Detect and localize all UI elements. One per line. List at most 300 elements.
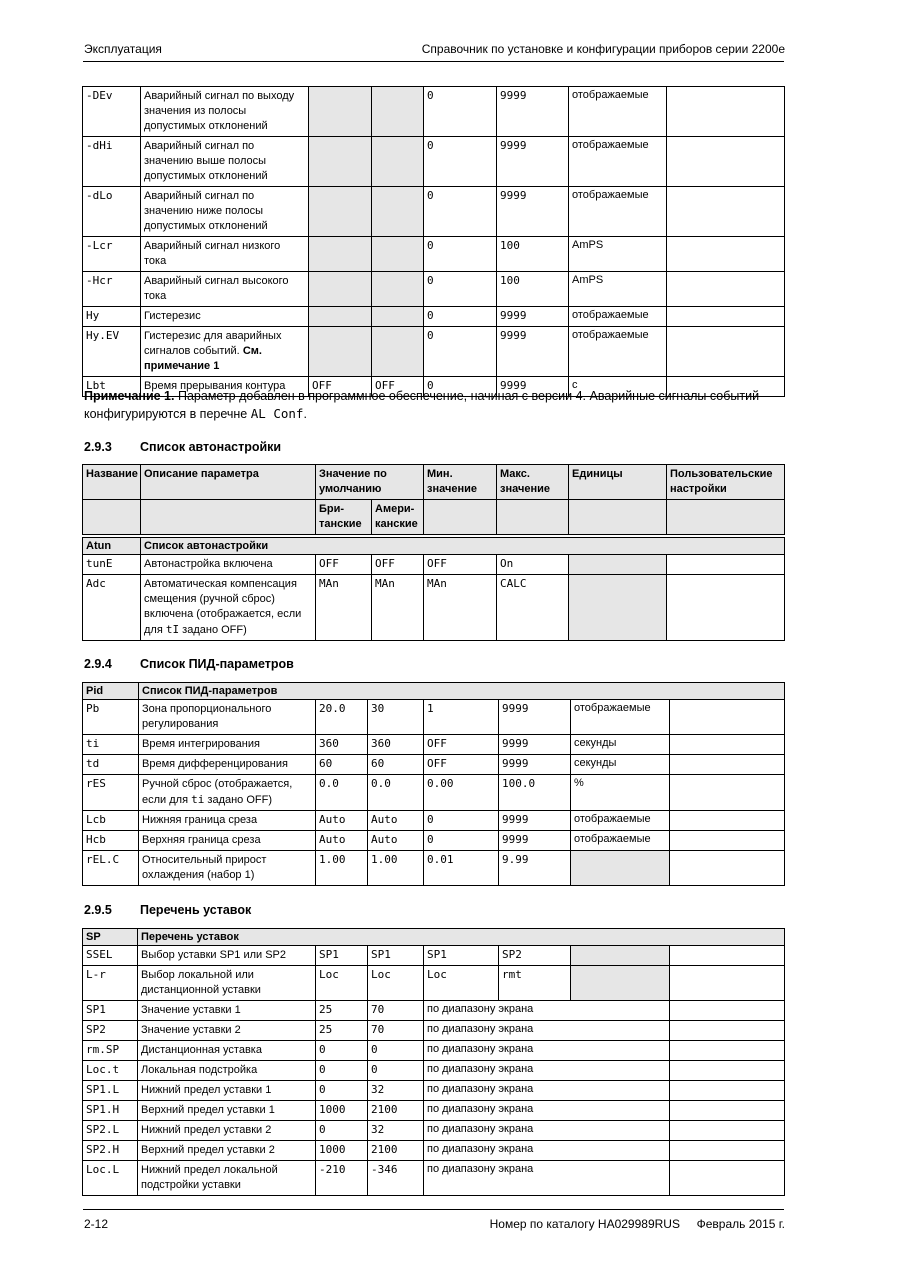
- units-value: %: [571, 775, 670, 811]
- param-mnemonic: SP2.H: [83, 1141, 138, 1161]
- user-setting: [670, 1101, 785, 1121]
- default-us: [372, 137, 424, 187]
- default-us: Auto: [368, 831, 424, 851]
- catalog-info: Номер по каталогу HA029989RUS Февраль 2015 г.: [489, 1217, 785, 1231]
- param-description: [141, 307, 309, 327]
- min-value: 1: [424, 700, 499, 735]
- units-value: AmPS: [569, 237, 667, 272]
- description-param-code: tI: [165, 623, 180, 636]
- min-value: 0: [424, 137, 497, 187]
- max-value: 9999: [497, 377, 569, 397]
- section-2-9-4-heading: [84, 657, 294, 671]
- default-us: 32: [368, 1081, 424, 1101]
- table-row: [83, 327, 785, 377]
- max-value: 9999: [499, 735, 571, 755]
- min-value: 0: [424, 187, 497, 237]
- default-uk: 25: [316, 1001, 368, 1021]
- max-value: SP2: [499, 946, 571, 966]
- description-text: Нижний предел уставки 2: [141, 1124, 272, 1136]
- param-mnemonic: Hy: [83, 307, 141, 327]
- table-row: [83, 775, 785, 811]
- default-us: [372, 237, 424, 272]
- table-row: [83, 575, 785, 641]
- param-description: [139, 735, 316, 755]
- default-us: 32: [368, 1121, 424, 1141]
- list-code: SP: [83, 929, 138, 946]
- user-setting: [670, 1001, 785, 1021]
- param-mnemonic: -Hcr: [83, 272, 141, 307]
- param-mnemonic: SP2.L: [83, 1121, 138, 1141]
- default-us: 1.00: [368, 851, 424, 886]
- param-description: [138, 1061, 316, 1081]
- column-header-table: [82, 464, 785, 535]
- user-setting: [667, 87, 785, 137]
- col-header-default: Значение по умолчанию: [316, 465, 424, 500]
- table-row: [83, 272, 785, 307]
- param-mnemonic: L-r: [83, 966, 138, 1001]
- description-text: Аварийный сигнал по значению ниже полосы допустимых отклонений: [144, 190, 268, 232]
- table-row: [83, 1021, 785, 1041]
- default-uk: Auto: [316, 811, 368, 831]
- user-setting: [670, 1081, 785, 1101]
- default-uk: 1.00: [316, 851, 368, 886]
- table-row: [83, 946, 785, 966]
- table-row: [83, 755, 785, 775]
- param-description: [138, 946, 316, 966]
- param-mnemonic: -dHi: [83, 137, 141, 187]
- table-row: [83, 1121, 785, 1141]
- default-uk: [309, 137, 372, 187]
- units-value: секунды: [571, 755, 670, 775]
- section-number: 2.9.3: [84, 440, 112, 454]
- user-setting: [670, 966, 785, 1001]
- param-description: [138, 1001, 316, 1021]
- list-code: Pid: [83, 683, 139, 700]
- table-row: [83, 1161, 785, 1196]
- description-text: Время интегрирования: [142, 738, 260, 750]
- note-code: AL Conf: [250, 406, 304, 421]
- user-setting: [670, 1061, 785, 1081]
- min-value: 0: [424, 811, 499, 831]
- max-value: CALC: [497, 575, 569, 641]
- param-mnemonic: Adc: [83, 575, 141, 641]
- max-value: 100: [497, 272, 569, 307]
- default-us: SP1: [368, 946, 424, 966]
- col-header-us: Амери-канские: [372, 500, 424, 535]
- description-text: Значение уставки 2: [141, 1024, 241, 1036]
- range-value: по диапазону экрана: [424, 1121, 670, 1141]
- param-mnemonic: SSEL: [83, 946, 138, 966]
- default-uk: 20.0: [316, 700, 368, 735]
- description-text: Аварийный сигнал низкого тока: [144, 240, 281, 267]
- description-text: Выбор локальной или дистанционной уставки: [141, 969, 261, 996]
- section-number: 2.9.5: [84, 903, 112, 917]
- param-description: [141, 555, 316, 575]
- min-value: MAn: [424, 575, 497, 641]
- description-text: Аварийный сигнал по выходу значения из полосы допустимых отклонений: [144, 90, 295, 132]
- description-text: Нижняя граница среза: [142, 814, 258, 826]
- user-setting: [667, 307, 785, 327]
- default-us: OFF: [372, 377, 424, 397]
- max-value: 9999: [497, 137, 569, 187]
- default-us: 0: [368, 1041, 424, 1061]
- max-value: 9999: [499, 755, 571, 775]
- section-number: 2.9.4: [84, 657, 112, 671]
- default-us: 360: [368, 735, 424, 755]
- table-row: [83, 811, 785, 831]
- default-us: [372, 187, 424, 237]
- default-us: [372, 272, 424, 307]
- min-value: SP1: [424, 946, 499, 966]
- default-us: 0.0: [368, 775, 424, 811]
- note-end: .: [303, 407, 307, 421]
- user-setting: [670, 735, 785, 755]
- param-description: [138, 966, 316, 1001]
- units-value: отображаемые: [569, 327, 667, 377]
- table-row: [83, 1081, 785, 1101]
- param-mnemonic: Loc.t: [83, 1061, 138, 1081]
- units-value: AmPS: [569, 272, 667, 307]
- max-value: 100.0: [499, 775, 571, 811]
- list-title: Список автонастройки: [141, 538, 785, 555]
- param-mnemonic: rEL.C: [83, 851, 139, 886]
- units-value: [569, 555, 667, 575]
- min-value: 0: [424, 87, 497, 137]
- col-header-uk: Бри-танские: [316, 500, 372, 535]
- user-setting: [670, 755, 785, 775]
- default-uk: 0.0: [316, 775, 368, 811]
- table-row: [83, 1041, 785, 1061]
- units-value: отображаемые: [571, 700, 670, 735]
- default-us: 2100: [368, 1101, 424, 1121]
- range-value: по диапазону экрана: [424, 1161, 670, 1196]
- table-row: [83, 851, 785, 886]
- max-value: 9.99: [499, 851, 571, 886]
- units-value: отображаемые: [571, 831, 670, 851]
- description-text: Значение уставки 1: [141, 1004, 241, 1016]
- max-value: 9999: [497, 327, 569, 377]
- param-description: [139, 775, 316, 811]
- param-mnemonic: Pb: [83, 700, 139, 735]
- default-uk: 25: [316, 1021, 368, 1041]
- description-text: Локальная подстройка: [141, 1064, 258, 1076]
- default-uk: Loc: [316, 966, 368, 1001]
- table-row: [83, 1001, 785, 1021]
- list-code: Atun: [83, 538, 141, 555]
- param-description: [139, 831, 316, 851]
- param-description: [139, 755, 316, 775]
- section-2-9-3-heading: [84, 440, 281, 454]
- col-header-max: Макс. значение: [497, 465, 569, 500]
- default-uk: OFF: [309, 377, 372, 397]
- description-text: Ручной сброс (отображается, если для: [142, 778, 293, 806]
- description-text: Нижний предел уставки 1: [141, 1084, 272, 1096]
- range-value: по диапазону экрана: [424, 1061, 670, 1081]
- user-setting: [670, 1121, 785, 1141]
- page-number: 2-12: [84, 1217, 109, 1231]
- header-manual-title: Справочник по установке и конфигурации приборов серии 2200e: [421, 42, 785, 56]
- range-value: по диапазону экрана: [424, 1101, 670, 1121]
- param-description: [139, 851, 316, 886]
- description-text: Гистерезис: [144, 310, 201, 322]
- max-value: 9999: [499, 700, 571, 735]
- max-value: 9999: [499, 831, 571, 851]
- table-row: [83, 735, 785, 755]
- default-us: Loc: [368, 966, 424, 1001]
- default-uk: OFF: [316, 555, 372, 575]
- units-value: [569, 575, 667, 641]
- default-uk: [309, 272, 372, 307]
- units-value: [571, 966, 670, 1001]
- max-value: 9999: [497, 187, 569, 237]
- table-row: [83, 137, 785, 187]
- note-label: Примечание 1.: [84, 389, 175, 403]
- default-us: 0: [368, 1061, 424, 1081]
- max-value: 9999: [499, 811, 571, 831]
- default-us: -346: [368, 1161, 424, 1196]
- param-description: [138, 1041, 316, 1061]
- min-value: OFF: [424, 735, 499, 755]
- user-setting: [670, 1141, 785, 1161]
- param-description: [141, 327, 309, 377]
- param-mnemonic: Hcb: [83, 831, 139, 851]
- units-value: отображаемые: [569, 187, 667, 237]
- table-row: [83, 966, 785, 1001]
- default-us: 70: [368, 1021, 424, 1041]
- default-uk: [309, 237, 372, 272]
- param-mnemonic: Hy.EV: [83, 327, 141, 377]
- units-value: отображаемые: [569, 87, 667, 137]
- default-us: 70: [368, 1001, 424, 1021]
- table-row: [83, 87, 785, 137]
- range-value: по диапазону экрана: [424, 1021, 670, 1041]
- default-us: [372, 327, 424, 377]
- max-value: 9999: [497, 307, 569, 327]
- default-uk: 0: [316, 1121, 368, 1141]
- default-us: 30: [368, 700, 424, 735]
- user-setting: [670, 851, 785, 886]
- col-header-user: Пользовательские настройки: [667, 465, 785, 500]
- description-text: Время прерывания контура: [144, 380, 286, 392]
- section-2-9-5-heading: [84, 903, 251, 917]
- description-text: Автоматическая компенсация смещения (ручной сброс) включена (отображается, если для: [144, 578, 302, 636]
- section-title: Перечень уставок: [140, 903, 252, 917]
- table-row: [83, 1141, 785, 1161]
- table-row: [83, 237, 785, 272]
- description-text: Верхняя граница среза: [142, 834, 261, 846]
- col-header-name: Название: [83, 465, 141, 500]
- description-note-ref: См. примечание 1: [144, 345, 262, 372]
- table-row: [83, 187, 785, 237]
- default-uk: [309, 327, 372, 377]
- user-setting: [670, 1161, 785, 1196]
- list-title: Перечень уставок: [138, 929, 785, 946]
- default-uk: 60: [316, 755, 368, 775]
- default-us: 2100: [368, 1141, 424, 1161]
- min-value: 0: [424, 237, 497, 272]
- default-uk: SP1: [316, 946, 368, 966]
- min-value: OFF: [424, 755, 499, 775]
- description-text: Дистанционная уставка: [141, 1044, 262, 1056]
- param-mnemonic: td: [83, 755, 139, 775]
- default-us: 60: [368, 755, 424, 775]
- default-uk: Auto: [316, 831, 368, 851]
- list-title: Список ПИД-параметров: [139, 683, 785, 700]
- param-description: [139, 811, 316, 831]
- range-value: по диапазону экрана: [424, 1141, 670, 1161]
- default-uk: [309, 307, 372, 327]
- description-text: Автонастройка включена: [144, 558, 273, 570]
- min-value: 0: [424, 377, 497, 397]
- range-value: по диапазону экрана: [424, 1041, 670, 1061]
- param-mnemonic: tunE: [83, 555, 141, 575]
- default-us: [372, 307, 424, 327]
- description-text: Аварийный сигнал высокого тока: [144, 275, 289, 302]
- header-section-title: Эксплуатация: [84, 42, 162, 56]
- param-mnemonic: Lcb: [83, 811, 139, 831]
- header-rule: [83, 61, 784, 62]
- param-mnemonic: SP1.L: [83, 1081, 138, 1101]
- section-title: Список автонастройки: [140, 440, 282, 454]
- user-setting: [667, 187, 785, 237]
- user-setting: [670, 831, 785, 851]
- table-row: [83, 1061, 785, 1081]
- user-setting: [667, 137, 785, 187]
- description-text: Зона пропорционального регулирования: [142, 703, 272, 730]
- param-description: [138, 1081, 316, 1101]
- user-setting: [670, 1021, 785, 1041]
- param-description: [138, 1141, 316, 1161]
- param-mnemonic: ti: [83, 735, 139, 755]
- range-value: по диапазону экрана: [424, 1081, 670, 1101]
- table-row: [83, 1101, 785, 1121]
- description-param-code: ti: [191, 793, 205, 806]
- min-value: Loc: [424, 966, 499, 1001]
- description-text: Гистерезис для аварийных сигналов событий.: [144, 330, 282, 357]
- footer-rule: [83, 1209, 784, 1210]
- default-uk: 1000: [316, 1101, 368, 1121]
- setpoint-table: [82, 928, 785, 1196]
- default-uk: 0: [316, 1081, 368, 1101]
- max-value: 9999: [497, 87, 569, 137]
- param-mnemonic: Loc.L: [83, 1161, 138, 1196]
- default-us: OFF: [372, 555, 424, 575]
- col-header-units: Единицы: [569, 465, 667, 500]
- autotune-table: [82, 537, 785, 641]
- units-value: с: [569, 377, 667, 397]
- user-setting: [670, 700, 785, 735]
- param-mnemonic: -Lcr: [83, 237, 141, 272]
- param-mnemonic: SP1.H: [83, 1101, 138, 1121]
- user-setting: [667, 555, 785, 575]
- default-uk: [309, 87, 372, 137]
- min-value: 0.00: [424, 775, 499, 811]
- units-value: отображаемые: [569, 307, 667, 327]
- table-row: [83, 700, 785, 735]
- description-text: Верхний предел уставки 2: [141, 1144, 275, 1156]
- param-description: [141, 137, 309, 187]
- param-mnemonic: -dLo: [83, 187, 141, 237]
- param-description: [141, 575, 316, 641]
- user-setting: [670, 811, 785, 831]
- range-value: по диапазону экрана: [424, 1001, 670, 1021]
- col-header-desc: Описание параметра: [141, 465, 316, 500]
- note-1: [84, 388, 784, 423]
- description-text: Выбор уставки SP1 или SP2: [141, 949, 287, 961]
- col-header-min: Мин. значение: [424, 465, 497, 500]
- user-setting: [670, 775, 785, 811]
- alarm-parameters-table: [82, 86, 785, 397]
- user-setting: [667, 237, 785, 272]
- min-value: 0.01: [424, 851, 499, 886]
- param-description: [138, 1101, 316, 1121]
- max-value: rmt: [499, 966, 571, 1001]
- units-value: секунды: [571, 735, 670, 755]
- default-uk: 1000: [316, 1141, 368, 1161]
- table-row: [83, 831, 785, 851]
- param-description: [139, 700, 316, 735]
- default-uk: MAn: [316, 575, 372, 641]
- default-uk: -210: [316, 1161, 368, 1196]
- units-value: [571, 946, 670, 966]
- user-setting: [667, 575, 785, 641]
- min-value: 0: [424, 327, 497, 377]
- default-uk: 0: [316, 1061, 368, 1081]
- description-text-end: задано OFF): [182, 624, 247, 636]
- description-text-end: задано OFF): [207, 794, 273, 806]
- param-description: [138, 1021, 316, 1041]
- section-title: Список ПИД-параметров: [140, 657, 294, 671]
- param-mnemonic: SP2: [83, 1021, 138, 1041]
- min-value: OFF: [424, 555, 497, 575]
- user-setting: [670, 946, 785, 966]
- user-setting: [670, 1041, 785, 1061]
- param-mnemonic: SP1: [83, 1001, 138, 1021]
- description-text: Относительный прирост охлаждения (набор 1): [142, 854, 267, 881]
- param-description: [138, 1121, 316, 1141]
- user-setting: [667, 327, 785, 377]
- description-text: Время дифференцирования: [142, 758, 288, 770]
- units-value: отображаемые: [571, 811, 670, 831]
- table-row: [83, 307, 785, 327]
- min-value: 0: [424, 272, 497, 307]
- param-description: [141, 187, 309, 237]
- default-uk: 0: [316, 1041, 368, 1061]
- default-us: [372, 87, 424, 137]
- description-text: Аварийный сигнал по значению выше полосы допустимых отклонений: [144, 140, 268, 182]
- param-mnemonic: rm.SP: [83, 1041, 138, 1061]
- param-mnemonic: Lbt: [83, 377, 141, 397]
- max-value: 100: [497, 237, 569, 272]
- default-uk: 360: [316, 735, 368, 755]
- max-value: On: [497, 555, 569, 575]
- units-value: отображаемые: [569, 137, 667, 187]
- param-description: [138, 1161, 316, 1196]
- min-value: 0: [424, 831, 499, 851]
- description-text: Нижний предел локальной подстройки уставки: [141, 1164, 278, 1191]
- pid-table: [82, 682, 785, 886]
- default-uk: [309, 187, 372, 237]
- default-us: Auto: [368, 811, 424, 831]
- param-description: [141, 272, 309, 307]
- min-value: 0: [424, 307, 497, 327]
- table-row: [83, 555, 785, 575]
- param-mnemonic: rES: [83, 775, 139, 811]
- default-us: MAn: [372, 575, 424, 641]
- param-description: [141, 237, 309, 272]
- description-text: Верхний предел уставки 1: [141, 1104, 275, 1116]
- user-setting: [667, 272, 785, 307]
